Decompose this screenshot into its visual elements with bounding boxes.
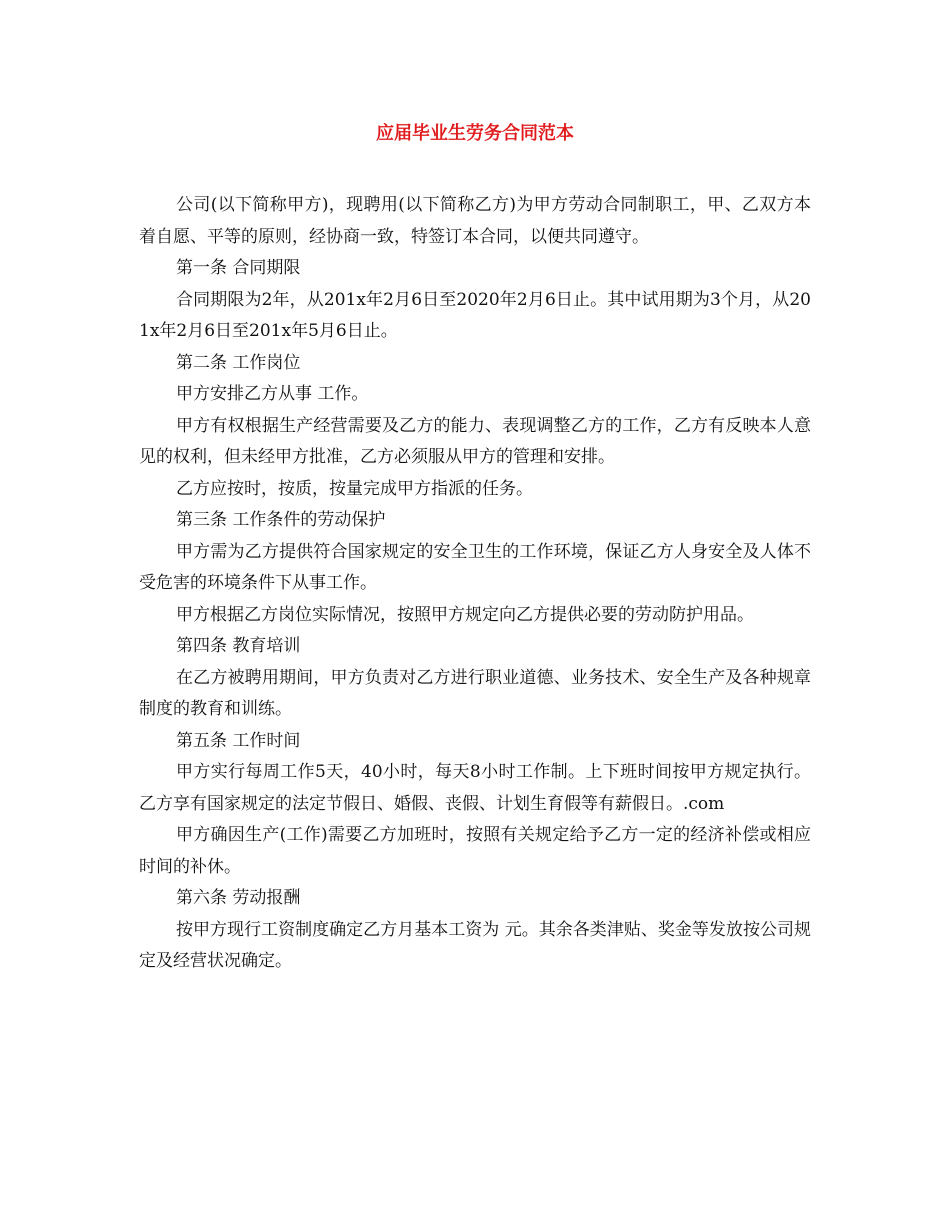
article-heading-3: 第三条 工作条件的劳动保护 xyxy=(176,510,386,530)
article-heading-4: 第四条 教育培训 xyxy=(176,636,301,656)
paragraph: 甲方安排乙方从事 工作。 xyxy=(176,384,369,404)
paragraph: 合同期限为2年，从201x年2月6日至2020年2月6日止。其中试用期为3个月，从201x年2月6日至201x年5月6日止。 xyxy=(139,289,811,341)
paragraph: 甲方确因生产(工作)需要乙方加班时，按照有关规定给予乙方一定的经济补偿或相应时间的补休。 xyxy=(139,825,811,877)
paragraph: 乙方应按时，按质，按量完成甲方指派的任务。 xyxy=(176,478,533,499)
document-title: 应届毕业生劳务合同范本 xyxy=(376,123,574,144)
document-body xyxy=(139,190,811,978)
paragraph: 甲方需为乙方提供符合国家规定的安全卫生的工作环境，保证乙方人身安全及人体不受危害的环境条件下从事工作。 xyxy=(139,541,811,593)
article-heading-5: 第五条 工作时间 xyxy=(176,730,301,751)
paragraph: 在乙方被聘用期间，甲方负责对乙方进行职业道德、业务技术、安全生产及各种规章制度的教育和训练。 xyxy=(139,667,811,719)
article-heading-2: 第二条 工作岗位 xyxy=(176,352,301,373)
paragraph: 甲方实行每周工作5天，40小时，每天8小时工作制。上下班时间按甲方规定执行。乙方享有国家规定的法定节假日、婚假、丧假、计划生育假等有薪假日。.com xyxy=(139,762,811,814)
article-heading-6: 第六条 劳动报酬 xyxy=(176,888,301,908)
article-heading-1: 第一条 合同期限 xyxy=(176,258,301,278)
paragraph: 甲方根据乙方岗位实际情况，按照甲方规定向乙方提供必要的劳动防护用品。 xyxy=(176,604,754,625)
paragraph: 按甲方现行工资制度确定乙方月基本工资为 元。其余各类津贴、奖金等发放按公司规定及经营状况确定。 xyxy=(139,919,811,971)
paragraph: 甲方有权根据生产经营需要及乙方的能力、表现调整乙方的工作，乙方有反映本人意见的权利，但未经甲方批准，乙方必须服从甲方的管理和安排。 xyxy=(139,415,811,467)
paragraph-intro: 公司(以下简称甲方)，现聘用(以下简称乙方)为甲方劳动合同制职工，甲、乙双方本着自愿、平等的原则，经协商一致，特签订本合同，以便共同遵守。 xyxy=(139,195,811,247)
